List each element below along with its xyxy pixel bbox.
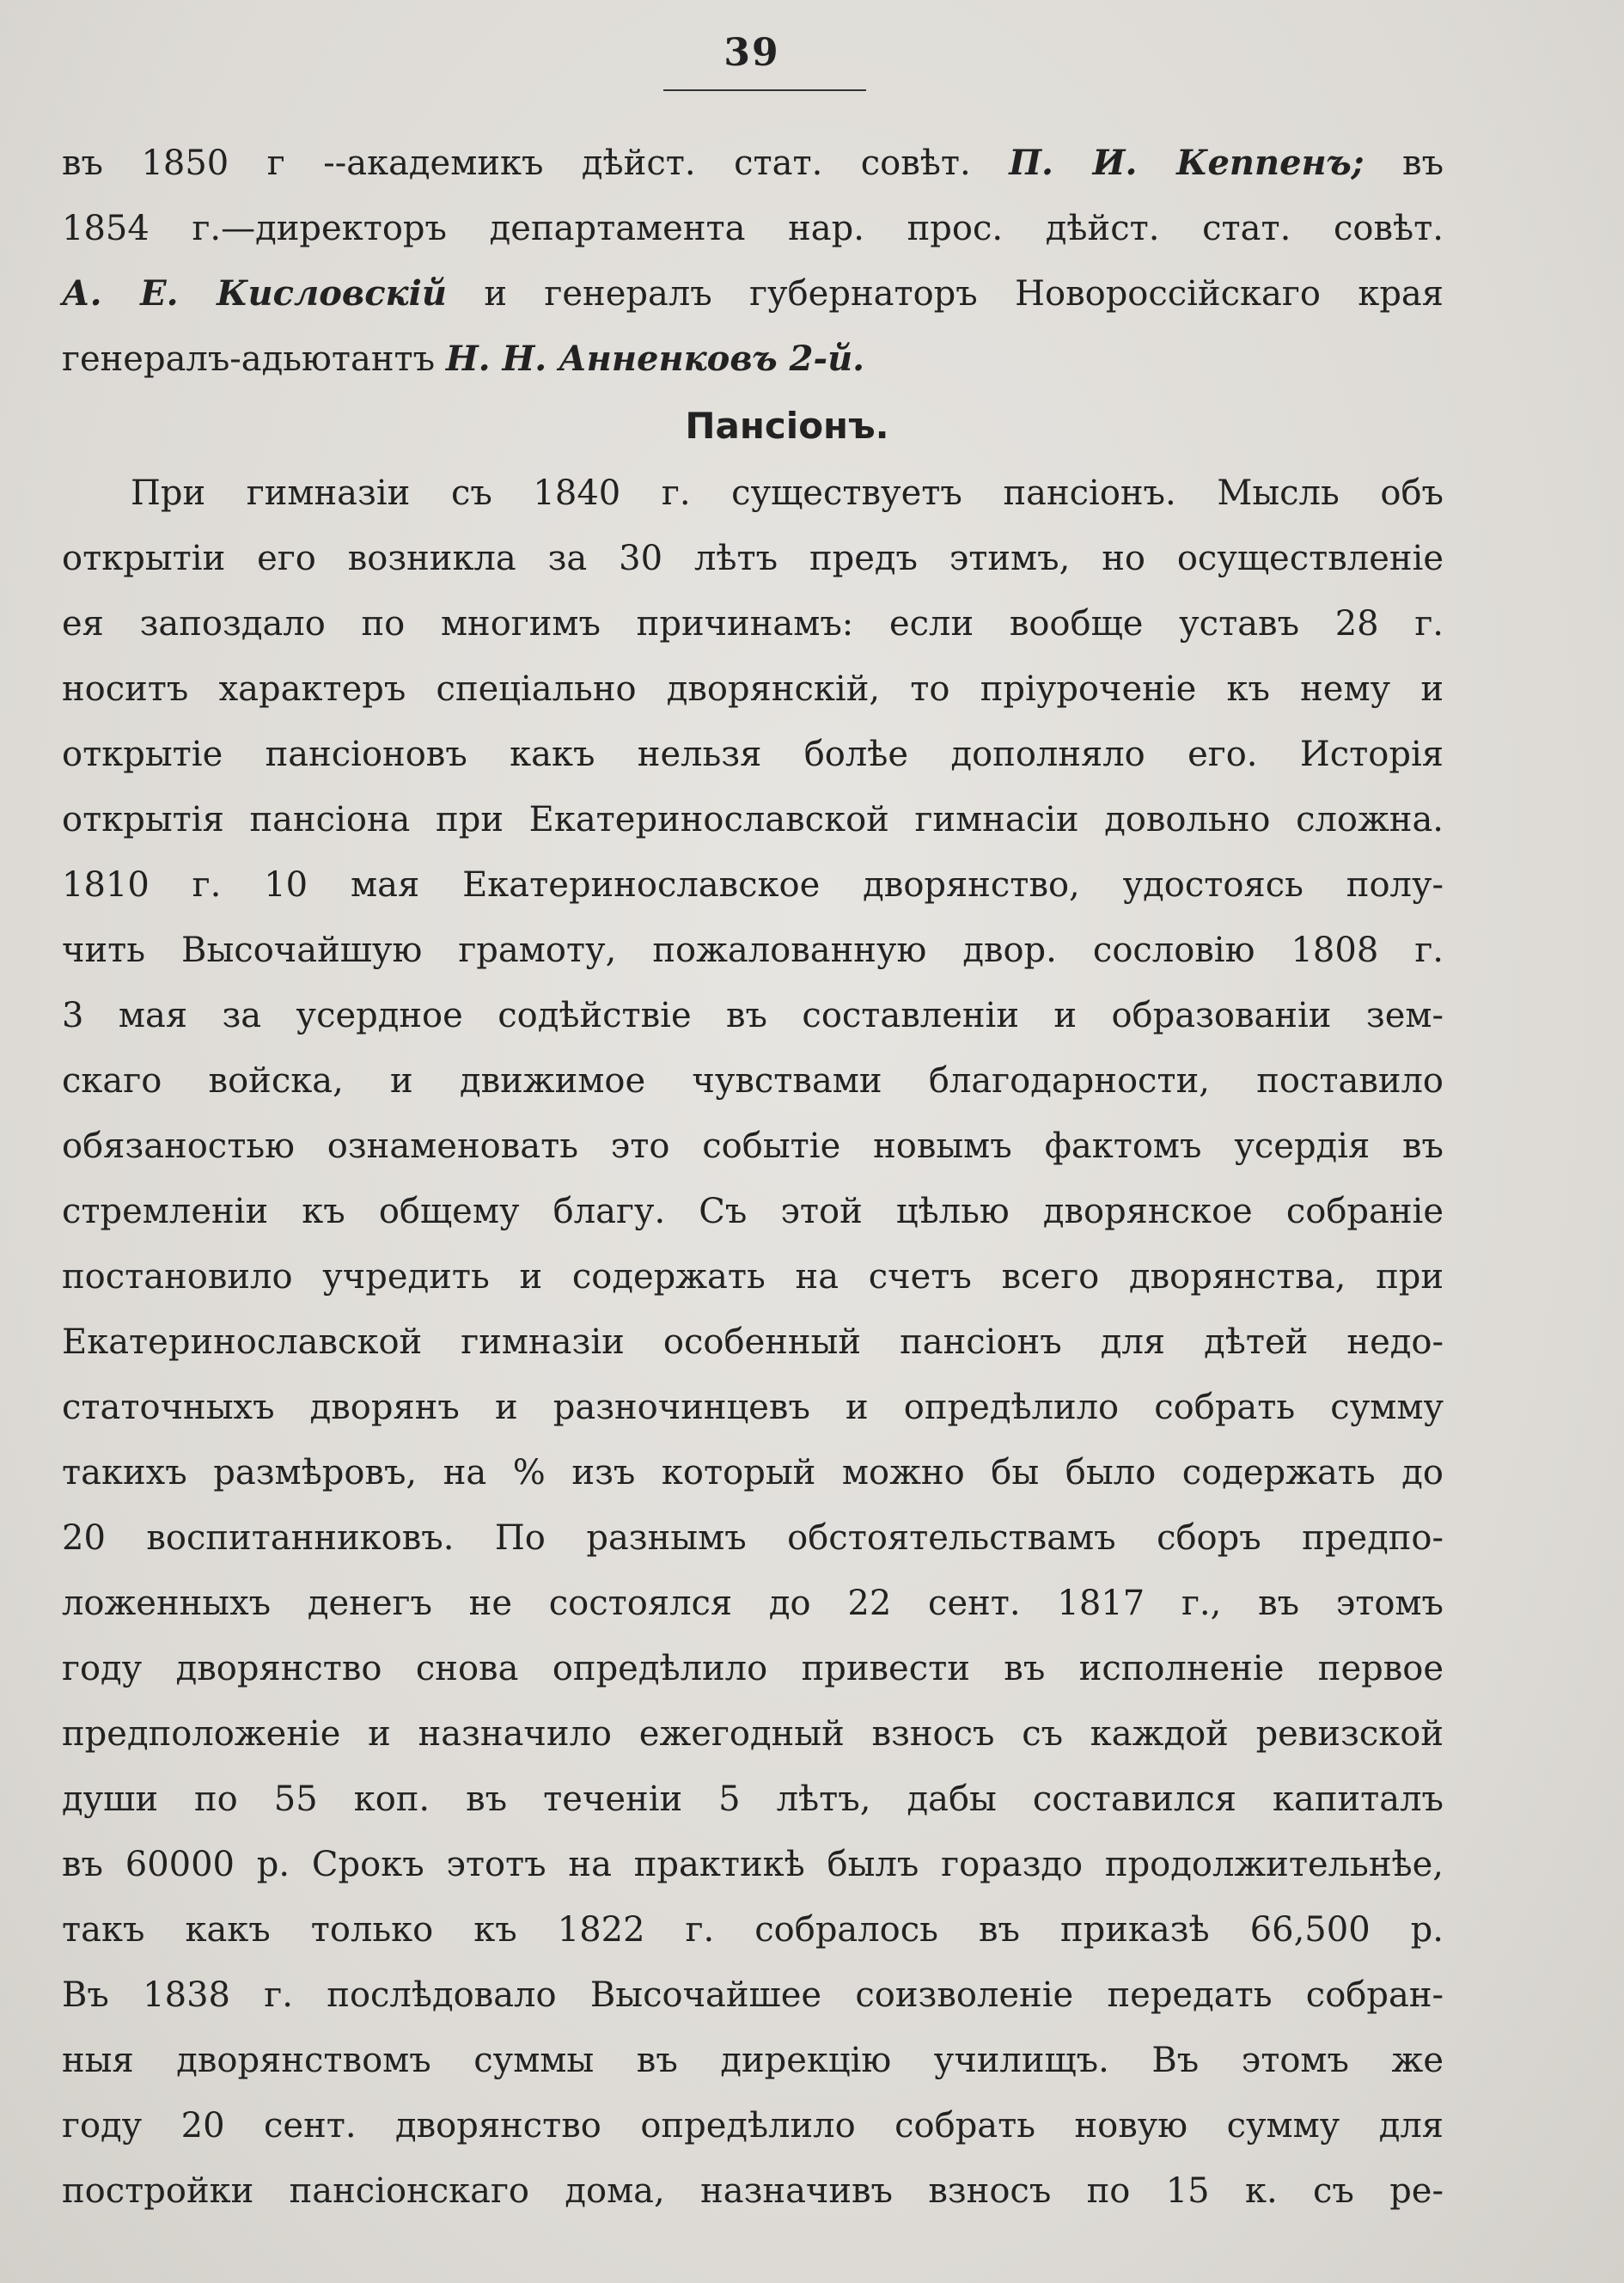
body-line: При гимназіи съ 1840 г. существуетъ пансіонъ. Мысль объ — [131, 473, 1444, 513]
body-line: году 20 сент. дворянство опредѣлило собрать новую сумму для — [62, 2106, 1444, 2146]
body-line: открытіе пансіоновъ какъ нельзя болѣе дополняло его. Исторія — [62, 735, 1444, 774]
body-line: такъ какъ только къ 1822 г. собралось въ приказѣ 66,500 р. — [62, 1910, 1444, 1950]
body-line: году дворянство снова опредѣлило привести въ исполненіе первое — [62, 1649, 1444, 1688]
intro-line-2: 1854 г.—директоръ департамента нар. прос. дѣйст. стат. совѣт. — [62, 209, 1444, 248]
body-line: открытія пансіона при Екатеринославской гимнасіи довольно сложна. — [62, 800, 1444, 839]
body-line: 20 воспитанниковъ. По разнымъ обстоятельствамъ сборъ предпо- — [62, 1518, 1444, 1558]
body-line: такихъ размѣровъ, на % изъ который можно бы было содержать до — [62, 1453, 1444, 1492]
body-line: Екатеринославской гимназіи особенный пансіонъ для дѣтей недо- — [62, 1322, 1444, 1362]
body-line: чить Высочайшую грамоту, пожалованную двор. сословію 1808 г. — [62, 931, 1444, 970]
body-line: Въ 1838 г. послѣдовало Высочайшее соизволеніе передать собран- — [62, 1975, 1444, 2015]
intro-line-3: А. Е. Кисловскій и генералъ губернаторъ Новороссійскаго края — [62, 273, 1444, 314]
body-line: души по 55 коп. въ теченіи 5 лѣтъ, дабы составился капиталъ — [62, 1779, 1444, 1819]
name-kislovsky: А. Е. Кисловскій — [62, 273, 447, 314]
name-keppen: П. И. Кеппенъ; — [1009, 143, 1365, 183]
body-line: постройки пансіонскаго дома, назначивъ взносъ по 15 к. съ ре- — [62, 2171, 1444, 2211]
name-annenkov: Н. Н. Анненковъ 2-й. — [445, 339, 865, 379]
body-line: 3 мая за усердное содѣйствіе въ составленіи и образованіи зем- — [62, 996, 1444, 1035]
page-text — [62, 131, 1444, 2224]
page-number: 39 — [723, 31, 780, 75]
intro-line-1: въ 1850 г --академикъ дѣйст. стат. совѣт. П. И. Кеппенъ; въ — [62, 143, 1444, 183]
body-line: носитъ характеръ спеціально дворянскій, то пріуроченіе къ нему и — [62, 669, 1444, 709]
body-line: ложенныхъ денегъ не состоялся до 22 сент. 1817 г., въ этомъ — [62, 1584, 1444, 1623]
body-line: предположеніе и назначило ежегодный взносъ съ каждой ревизской — [62, 1714, 1444, 1754]
body-line: въ 60000 р. Срокъ этотъ на практикѣ былъ гораздо продолжительнѣе, — [62, 1845, 1444, 1884]
body-line: обязаностью ознаменовать это событіе новымъ фактомъ усердія въ — [62, 1126, 1444, 1166]
body-line: стремленіи къ общему благу. Съ этой цѣлью дворянское собраніе — [62, 1192, 1444, 1231]
body-line: скаго войска, и движимое чувствами благодарности, поставило — [62, 1061, 1444, 1101]
body-line: ея запоздало по многимъ причинамъ: если вообще уставъ 28 г. — [62, 604, 1444, 644]
body-line: 1810 г. 10 мая Екатеринославское дворянство, удостоясь полу- — [62, 865, 1444, 905]
body-line: ныя дворянствомъ суммы въ дирекцію училищъ. Въ этомъ же — [62, 2041, 1444, 2080]
body-line: постановило учредить и содержать на счетъ всего дворянства, при — [62, 1257, 1444, 1297]
header-rule — [663, 89, 866, 91]
section-heading: Пансіонъ. — [685, 405, 889, 447]
body-line: открытіи его возникла за 30 лѣтъ предъ этимъ, но осуществленіе — [62, 539, 1444, 578]
body-line: статочныхъ дворянъ и разночинцевъ и опредѣлило собрать сумму — [62, 1388, 1444, 1427]
intro-line-4: генералъ-адьютантъ Н. Н. Анненковъ 2-й. — [62, 339, 865, 379]
